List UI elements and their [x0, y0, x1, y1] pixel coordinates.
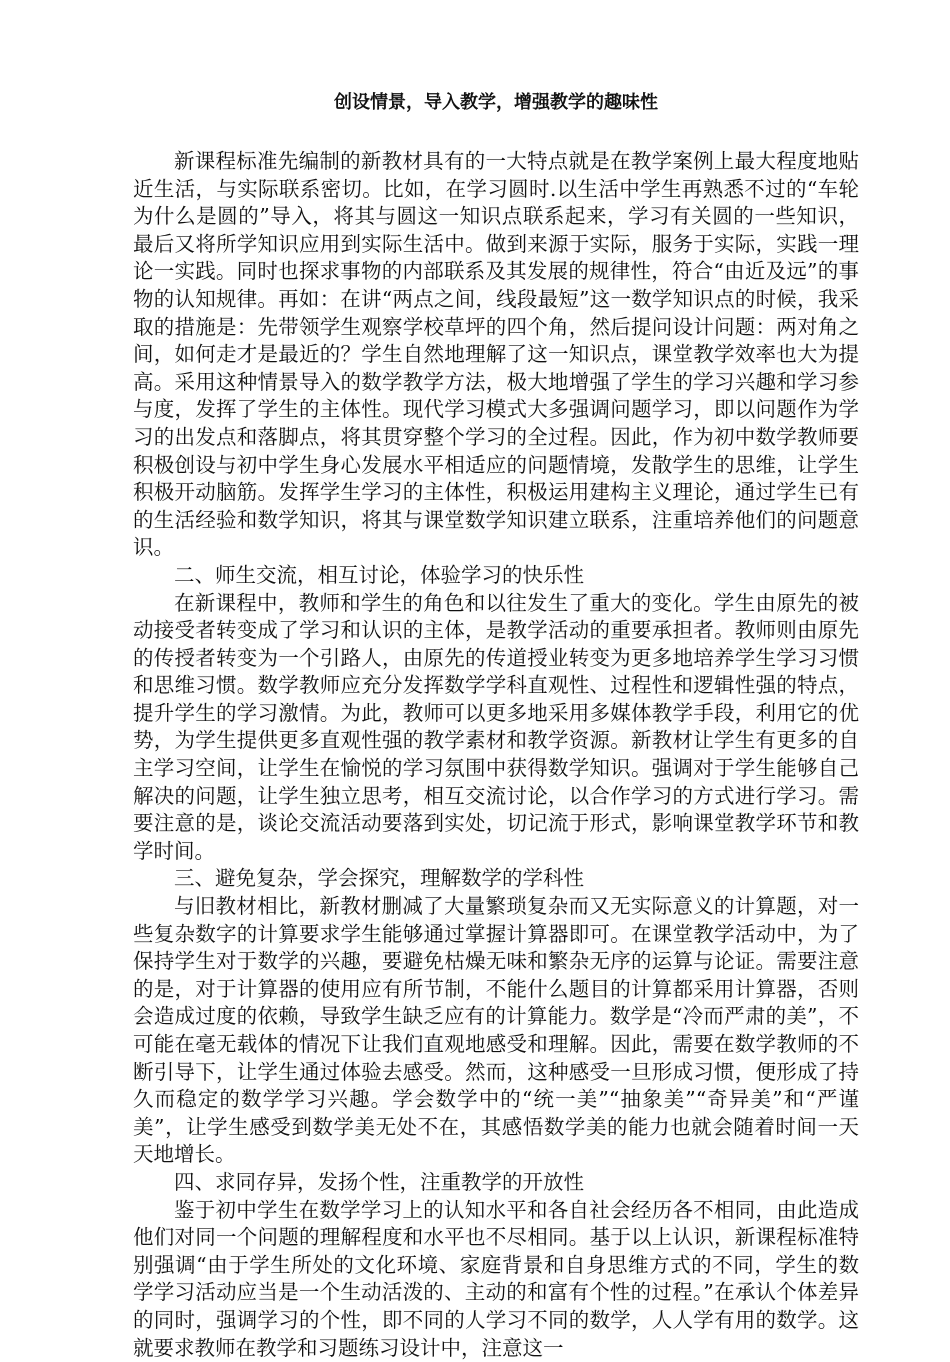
section-heading-2: 二、师生交流，相互讨论，体验学习的快乐性: [174, 562, 584, 587]
paragraph-section-4: 鉴于初中学生在数学学习上的认知水平和各自社会经历各不相同，由此造成他们对同一个问题的理解程度和水平也不尽相同。基于以上认识，新课程标准特别强调“由于学生所处的文化环境、家庭背景和自身思维方式的不同，学生的数学学习活动应当是一个生动活泼的、主动的和富有个性的过程。”在承认个体差异的同时，强调学习的个性，即不同的人学习不同的数学，人人学有用的数学。这就要求教师在教学和习题练习设计中，注意这一: [133, 1197, 859, 1360]
paragraph-section-3: 与旧教材相比，新教材删减了大量繁琐复杂而又无实际意义的计算题，对一些复杂数字的计算要求学生能够通过掌握计算器即可。在课堂教学活动中，为了保持学生对于数学的兴趣，要避免枯燥无味和繁杂无序的运算与论证。需要注意的是，对于计算器的使用应有所节制，不能什么题目的计算都采用计算器，否则会造成过度的依赖，导致学生缺乏应有的计算能力。数学是“冷而严肃的美”，不可能在毫无载体的情况下让我们直观地感受和理解。因此，需要在数学教师的不断引导下，让学生通过体验去感受。然而，这种感受一旦形成习惯，便形成了持久而稳定的数学学习兴趣。学会数学中的“统一美”“抽象美”“奇异美”和“严谨美”，让学生感受到数学美无处不在，其感悟数学美的能力也就会随着时间一天天地增长。: [133, 894, 859, 1167]
section-heading-4: 四、求同存异，发扬个性，注重教学的开放性: [174, 1169, 584, 1194]
paragraph-intro: 新课程标准先编制的新教材具有的一大特点就是在教学案例上最大程度地贴近生活，与实际联系密切。比如，在学习圆时.以生活中学生再熟悉不过的“车轮为什么是圆的”导入，将其与圆这一知识点联系起来，学习有关圆的一些知识，最后又将所学知识应用到实际生活中。做到来源于实际，服务于实际，实践一理论一实践。同时也探求事物的内部联系及其发展的规律性，符合“由近及远”的事物的认知规律。再如：在讲“两点之间，线段最短”这一数学知识点的时候，我采取的措施是：先带领学生观察学校草坪的四个角，然后提问设计问题：两对角之间，如何走才是最近的？学生自然地理解了这一知识点，课堂教学效率也大为提高。采用这种情景导入的数学教学方法，极大地增强了学生的学习兴趣和学习参与度，发挥了学生的主体性。现代学习模式大多强调问题学习，即以问题作为学习的出发点和落脚点，将其贯穿整个学习的全过程。因此，作为初中数学教师要积极创设与初中学生身心发展水平相适应的问题情境，发散学生的思维，让学生积极开动脑筋。发挥学生学习的主体性，积极运用建构主义理论，通过学生已有的生活经验和数学知识，将其与课堂数学知识建立联系，注重培养他们的问题意识。: [133, 149, 859, 560]
section-heading-3: 三、避免复杂，学会探究，理解数学的学科性: [174, 866, 584, 891]
paragraph-section-2: 在新课程中，教师和学生的角色和以往发生了重大的变化。学生由原先的被动接受者转变成了学习和认识的主体，是教学活动的重要承担者。教师则由原先的传授者转变为一个引路人，由原先的传道授业转变为更多地培养学生学习习惯和思维习惯。数学教师应充分发挥数学学科直观性、过程性和逻辑性强的特点，提升学生的学习激情。为此，教师可以更多地采用多媒体教学手段，利用它的优势，为学生提供更多直观性强的教学素材和教学资源。新教材让学生有更多的自主学习空间，让学生在愉悦的学习氛围中获得数学知识。强调对于学生能够自己解决的问题，让学生独立思考，相互交流讨论，以合作学习的方式进行学习。需要注意的是，谈论交流活动要落到实处，切记流于形式，影响课堂教学环节和教学时间。: [133, 590, 859, 863]
document-title: 创设情景，导入教学，增强教学的趣味性: [334, 92, 658, 113]
document-body: [133, 148, 859, 1362]
document-page: [133, 90, 859, 1362]
